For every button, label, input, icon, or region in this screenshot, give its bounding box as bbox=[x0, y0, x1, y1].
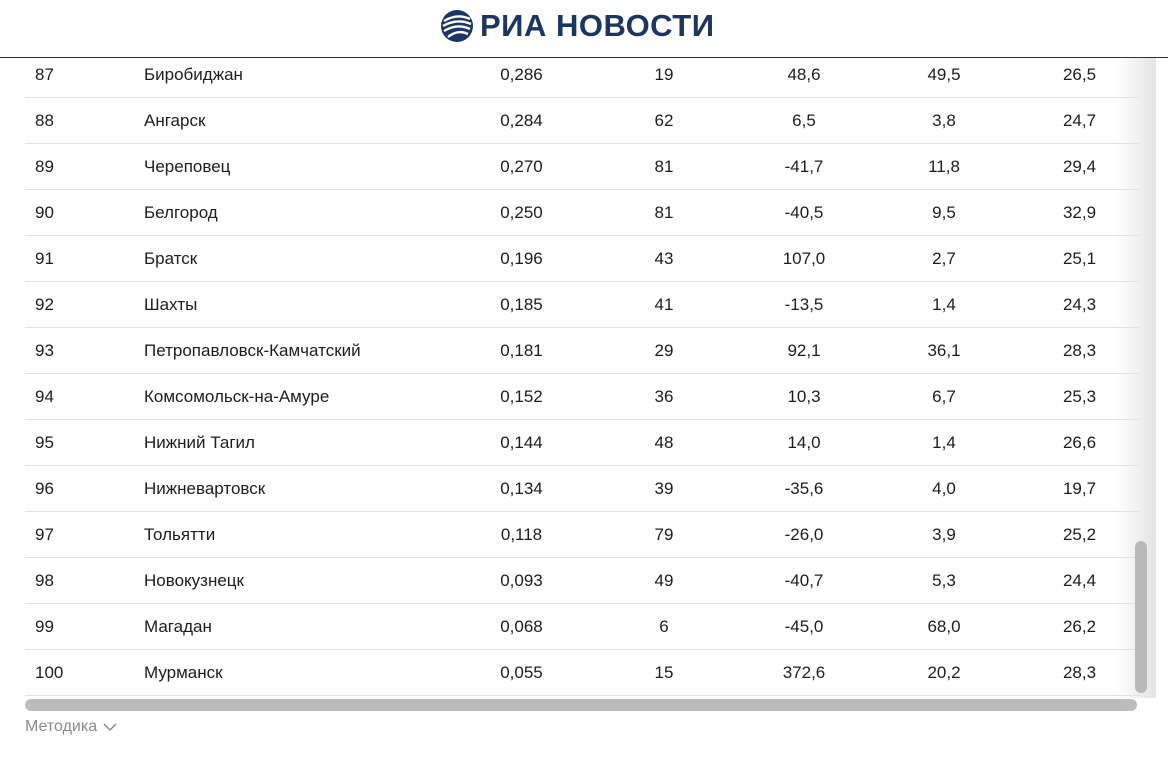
index-cell: 0,250 bbox=[444, 190, 599, 236]
value-cell-4: 1,4 bbox=[879, 420, 1009, 466]
methodology-label: Методика bbox=[25, 718, 98, 735]
value-cell-2: 6 bbox=[599, 604, 729, 650]
city-cell: Белгород bbox=[144, 190, 444, 236]
rating-table-container[interactable] bbox=[25, 52, 1140, 697]
value-cell-5: 26,2 bbox=[1009, 604, 1140, 650]
value-cell-3: -26,0 bbox=[729, 512, 879, 558]
globe-logo-icon bbox=[440, 9, 474, 43]
city-cell: Комсомольск-на-Амуре bbox=[144, 374, 444, 420]
value-cell-4: 11,8 bbox=[879, 144, 1009, 190]
index-cell: 0,284 bbox=[444, 98, 599, 144]
index-cell: 0,134 bbox=[444, 466, 599, 512]
value-cell-5: 25,3 bbox=[1009, 374, 1140, 420]
horizontal-scrollbar-thumb[interactable] bbox=[25, 699, 1137, 711]
value-cell-3: 10,3 bbox=[729, 374, 879, 420]
city-cell: Череповец bbox=[144, 144, 444, 190]
index-cell: 0,286 bbox=[444, 52, 599, 98]
table-row bbox=[25, 604, 1140, 650]
index-cell: 0,185 bbox=[444, 282, 599, 328]
value-cell-5: 25,2 bbox=[1009, 512, 1140, 558]
table-row bbox=[25, 236, 1140, 282]
logo-text: РИА НОВОСТИ bbox=[480, 8, 715, 43]
city-cell: Биробиджан bbox=[144, 52, 444, 98]
city-cell: Новокузнецк bbox=[144, 558, 444, 604]
value-cell-3: 48,6 bbox=[729, 52, 879, 98]
value-cell-4: 3,8 bbox=[879, 98, 1009, 144]
table-row bbox=[25, 374, 1140, 420]
value-cell-5: 19,7 bbox=[1009, 466, 1140, 512]
rank-cell: 97 bbox=[25, 512, 144, 558]
chevron-down-icon bbox=[103, 722, 117, 732]
value-cell-2: 49 bbox=[599, 558, 729, 604]
table-row bbox=[25, 98, 1140, 144]
value-cell-5: 26,5 bbox=[1009, 52, 1140, 98]
value-cell-4: 6,7 bbox=[879, 374, 1009, 420]
value-cell-4: 20,2 bbox=[879, 650, 1009, 696]
value-cell-5: 29,4 bbox=[1009, 144, 1140, 190]
value-cell-4: 9,5 bbox=[879, 190, 1009, 236]
table-row bbox=[25, 512, 1140, 558]
value-cell-3: -45,0 bbox=[729, 604, 879, 650]
table-row bbox=[25, 558, 1140, 604]
site-header bbox=[0, 0, 1168, 58]
index-cell: 0,196 bbox=[444, 236, 599, 282]
value-cell-2: 29 bbox=[599, 328, 729, 374]
value-cell-2: 81 bbox=[599, 144, 729, 190]
value-cell-2: 19 bbox=[599, 52, 729, 98]
index-cell: 0,055 bbox=[444, 650, 599, 696]
city-cell: Братск bbox=[144, 236, 444, 282]
value-cell-2: 81 bbox=[599, 190, 729, 236]
rank-cell: 92 bbox=[25, 282, 144, 328]
table-row bbox=[25, 650, 1140, 696]
rating-table bbox=[25, 52, 1140, 696]
rank-cell: 88 bbox=[25, 98, 144, 144]
table-row bbox=[25, 144, 1140, 190]
rank-cell: 90 bbox=[25, 190, 144, 236]
city-cell: Ангарск bbox=[144, 98, 444, 144]
value-cell-5: 24,4 bbox=[1009, 558, 1140, 604]
value-cell-3: 372,6 bbox=[729, 650, 879, 696]
value-cell-3: 14,0 bbox=[729, 420, 879, 466]
table-row bbox=[25, 420, 1140, 466]
rank-cell: 87 bbox=[25, 52, 144, 98]
index-cell: 0,093 bbox=[444, 558, 599, 604]
city-cell: Нижний Тагил bbox=[144, 420, 444, 466]
city-cell: Тольятти bbox=[144, 512, 444, 558]
value-cell-4: 3,9 bbox=[879, 512, 1009, 558]
city-cell: Шахты bbox=[144, 282, 444, 328]
value-cell-3: 107,0 bbox=[729, 236, 879, 282]
table-row bbox=[25, 328, 1140, 374]
index-cell: 0,144 bbox=[444, 420, 599, 466]
value-cell-5: 28,3 bbox=[1009, 650, 1140, 696]
index-cell: 0,270 bbox=[444, 144, 599, 190]
rank-cell: 100 bbox=[25, 650, 144, 696]
value-cell-2: 79 bbox=[599, 512, 729, 558]
city-cell: Магадан bbox=[144, 604, 444, 650]
value-cell-2: 15 bbox=[599, 650, 729, 696]
rank-cell: 98 bbox=[25, 558, 144, 604]
index-cell: 0,118 bbox=[444, 512, 599, 558]
value-cell-5: 24,7 bbox=[1009, 98, 1140, 144]
value-cell-5: 28,3 bbox=[1009, 328, 1140, 374]
table-row bbox=[25, 52, 1140, 98]
vertical-scrollbar-thumb[interactable] bbox=[1135, 541, 1147, 693]
table-row bbox=[25, 190, 1140, 236]
value-cell-2: 43 bbox=[599, 236, 729, 282]
value-cell-3: -40,5 bbox=[729, 190, 879, 236]
value-cell-2: 62 bbox=[599, 98, 729, 144]
value-cell-5: 32,9 bbox=[1009, 190, 1140, 236]
value-cell-4: 5,3 bbox=[879, 558, 1009, 604]
value-cell-2: 41 bbox=[599, 282, 729, 328]
index-cell: 0,068 bbox=[444, 604, 599, 650]
city-cell: Мурманск bbox=[144, 650, 444, 696]
city-cell: Нижневартовск bbox=[144, 466, 444, 512]
rank-cell: 95 bbox=[25, 420, 144, 466]
value-cell-3: 92,1 bbox=[729, 328, 879, 374]
index-cell: 0,181 bbox=[444, 328, 599, 374]
value-cell-2: 48 bbox=[599, 420, 729, 466]
value-cell-3: -35,6 bbox=[729, 466, 879, 512]
rank-cell: 89 bbox=[25, 144, 144, 190]
index-cell: 0,152 bbox=[444, 374, 599, 420]
rank-cell: 96 bbox=[25, 466, 144, 512]
table-row bbox=[25, 466, 1140, 512]
value-cell-5: 24,3 bbox=[1009, 282, 1140, 328]
rank-cell: 91 bbox=[25, 236, 144, 282]
ria-logo[interactable] bbox=[440, 8, 715, 44]
value-cell-5: 25,1 bbox=[1009, 236, 1140, 282]
value-cell-4: 2,7 bbox=[879, 236, 1009, 282]
city-cell: Петропавловск-Камчатский bbox=[144, 328, 444, 374]
methodology-toggle[interactable] bbox=[25, 718, 117, 736]
rank-cell: 93 bbox=[25, 328, 144, 374]
value-cell-3: -40,7 bbox=[729, 558, 879, 604]
rank-cell: 99 bbox=[25, 604, 144, 650]
value-cell-4: 68,0 bbox=[879, 604, 1009, 650]
value-cell-4: 1,4 bbox=[879, 282, 1009, 328]
value-cell-5: 26,6 bbox=[1009, 420, 1140, 466]
value-cell-2: 39 bbox=[599, 466, 729, 512]
value-cell-4: 49,5 bbox=[879, 52, 1009, 98]
value-cell-3: -13,5 bbox=[729, 282, 879, 328]
table-row bbox=[25, 282, 1140, 328]
value-cell-3: 6,5 bbox=[729, 98, 879, 144]
value-cell-4: 4,0 bbox=[879, 466, 1009, 512]
value-cell-4: 36,1 bbox=[879, 328, 1009, 374]
rank-cell: 94 bbox=[25, 374, 144, 420]
value-cell-3: -41,7 bbox=[729, 144, 879, 190]
value-cell-2: 36 bbox=[599, 374, 729, 420]
